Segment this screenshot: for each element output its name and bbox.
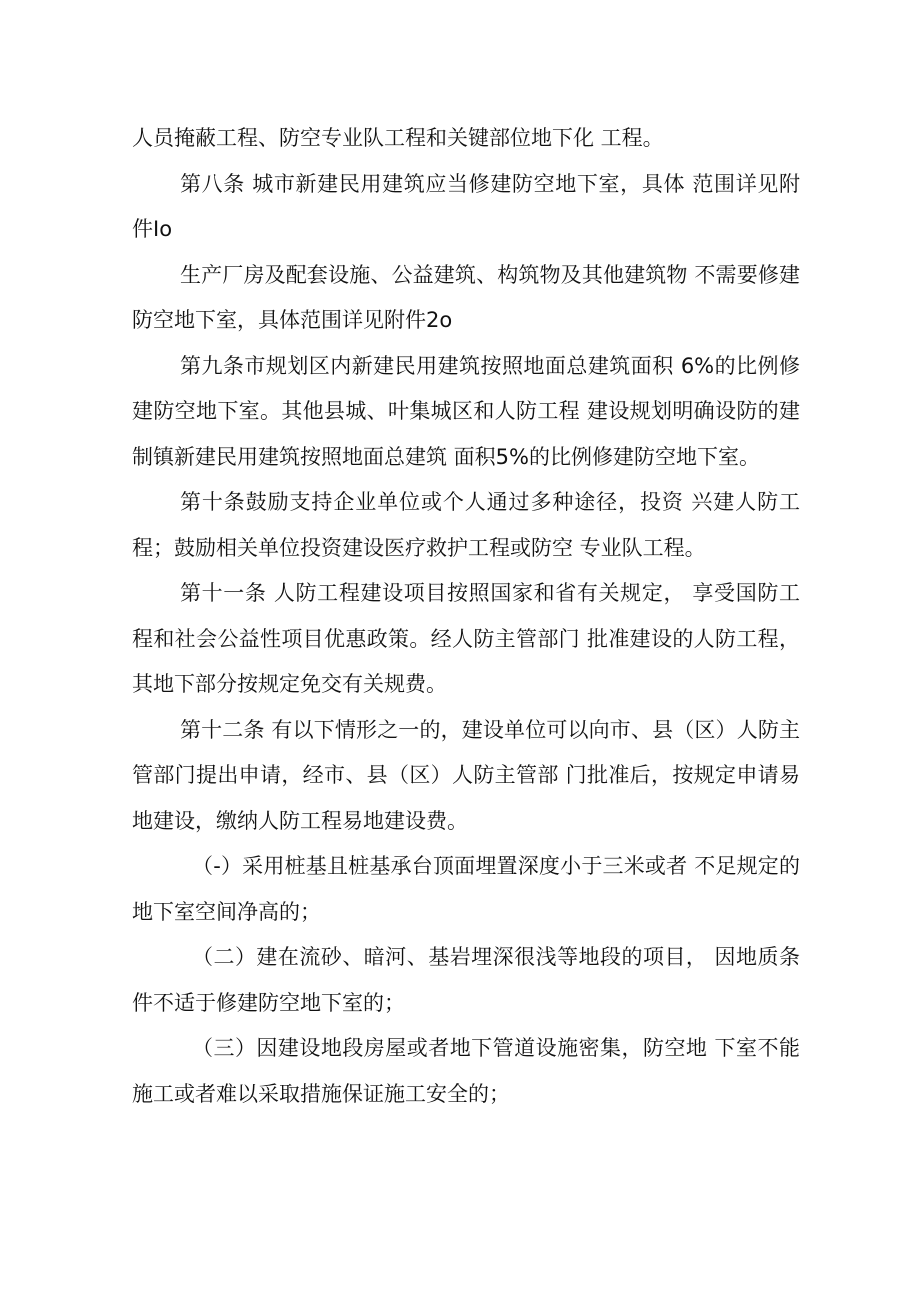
document-body [132,116,800,1117]
paragraph-article-12: 第十二条 有以下情形之一的，建设单位可以向市、县（区）人防主管部门提出申请，经市、县（区）人防主管部 门批准后，按规定申请易地建设，缴纳人防工程易地建设费。 [132,717,800,833]
list-item-2: （二）建在流砂、暗河、基岩埋深很浅等地段的项目， 因地质条件不适于修建防空地下室的； [132,945,800,1015]
paragraph-continuation: 人员掩蔽工程、防空专业队工程和关键部位地下化 工程。 [132,126,664,150]
paragraph-article-11: 第十一条 人防工程建设项目按照国家和省有关规定， 享受国防工程和社会公益性项目优惠政策。经人防主管部门 批准建设的人防工程，其地下部分按规定免交有关规费。 [132,581,800,696]
paragraph-article-10: 第十条鼓励支持企业单位或个人通过多种途径，投资 兴建人防工程；鼓励相关单位投资建设医疗救护工程或防空 专业队工程。 [132,490,800,560]
paragraph-exemptions: 生产厂房及配套设施、公益建筑、构筑物及其他建筑物 不需要修建防空地下室，具体范围详见附件2o [132,262,800,332]
paragraph-article-8: 第八条 城市新建民用建筑应当修建防空地下室，具体 范围详见附件Io [132,171,800,241]
paragraph-article-9: 第九条市规划区内新建民用建筑按照地面总建筑面积 6%的比例修建防空地下室。其他县城、叶集城区和人防工程 建设规划明确设防的建制镇新建民用建筑按照地面总建筑 面积5%的比例修建防空地下室。 [132,353,800,469]
list-item-1: （-）采用桩基且桩基承台顶面埋置深度小于三米或者 不足规定的地下室空间净高的； [132,854,800,924]
list-item-3: （三）因建设地段房屋或者地下管道设施密集，防空地 下室不能施工或者难以采取措施保证施工安全的； [132,1036,800,1106]
